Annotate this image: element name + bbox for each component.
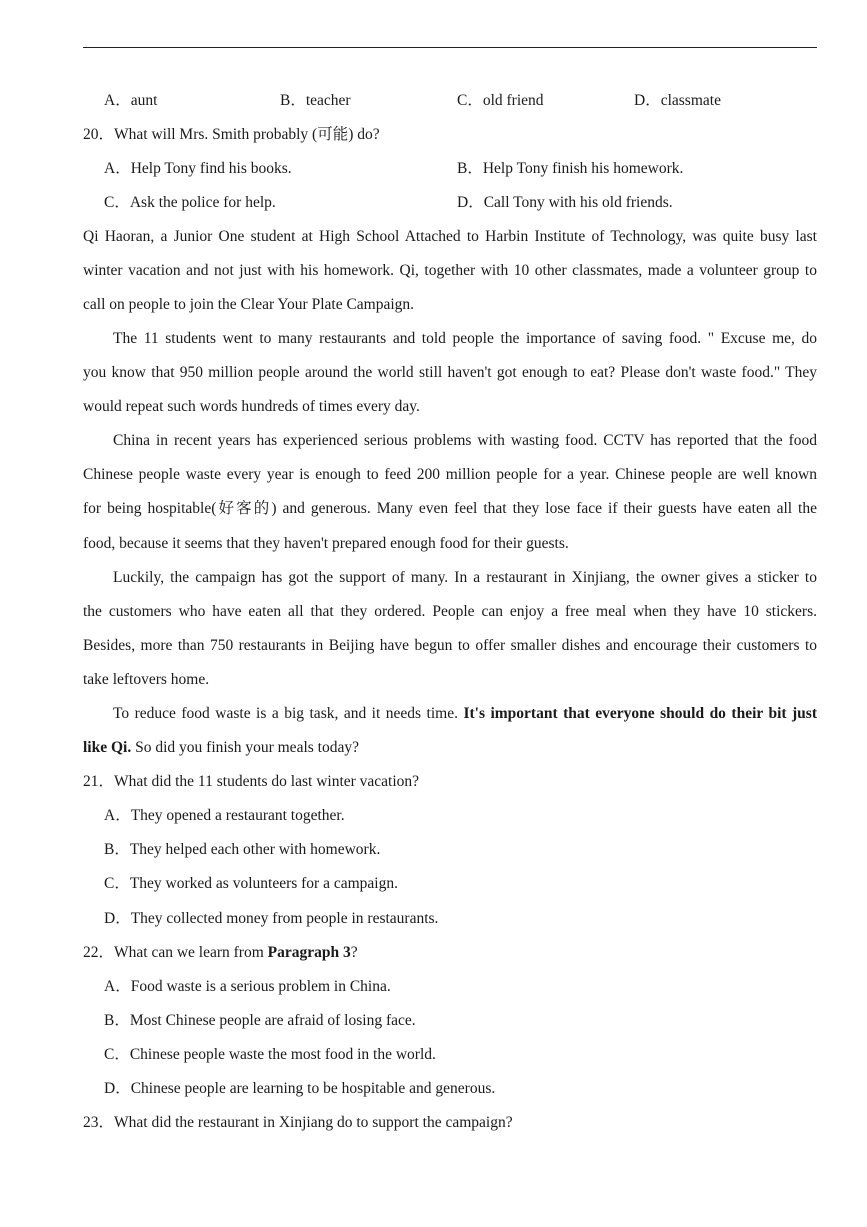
p5-plain-text: To reduce food waste is a big task, and it needs time. [113,705,464,722]
passage-p2-line1: The 11 students went to many restaurants and told people the importance of saving food. " Excuse me, do [113,330,817,347]
q22-option-a[interactable]: A．Food waste is a serious problem in China. [104,978,391,995]
q22-stem [83,943,817,963]
q20-option-b[interactable]: B．Help Tony finish his homework. [457,160,684,177]
q22-option-c[interactable]: C．Chinese people waste the most food in the world. [104,1046,436,1063]
q19-option-d[interactable]: D．classmate [634,92,721,109]
q21-option-d[interactable]: D．They collected money from people in restaurants. [104,910,439,927]
passage-p3-line1: China in recent years has experienced serious problems with wasting food. CCTV has reported that the food [113,432,817,449]
q20-stem: 20．What will Mrs. Smith probably (可能) do? [83,126,380,143]
passage-p5-line2 [83,738,817,758]
q21-option-a[interactable]: A．They opened a restaurant together. [104,807,345,824]
passage-p1-line3: call on people to join the Clear Your Plate Campaign. [83,296,415,313]
q22-option-d[interactable]: D．Chinese people are learning to be hospitable and generous. [104,1080,496,1097]
passage-p2-line2: you know that 950 million people around the world still haven't got enough to eat? Please don't waste food." They [83,364,817,381]
q23-stem: 23．What did the restaurant in Xinjiang do to support the campaign? [83,1114,513,1131]
header-rule [83,47,817,48]
q22-option-b[interactable]: B．Most Chinese people are afraid of losing face. [104,1012,416,1029]
p5-bold-end: like Qi. [83,739,132,756]
q22-stem-post: ? [350,944,358,961]
passage-p4-line4: take leftovers home. [83,671,210,688]
passage-p3-line4: food, because it seems that they haven't prepared enough food for their guests. [83,535,569,552]
q22-stem-bold: Paragraph 3 [267,944,351,961]
p5-bold-text: It's important that everyone should do their bit just [463,705,817,722]
passage-p5-line1 [113,704,817,724]
q19-option-c[interactable]: C．old friend [457,92,544,109]
passage-p4-line2: the customers who have eaten all that they ordered. People can enjoy a free meal when they have 10 stickers. [83,603,817,620]
passage-p4-line1: Luckily, the campaign has got the support of many. In a restaurant in Xinjiang, the owner gives a sticker to [113,569,817,586]
q22-stem-pre: 22．What can we learn from [83,944,268,961]
passage-p1-line2: winter vacation and not just with his homework. Qi, together with 10 other classmates, made a volunteer group to [83,262,817,279]
q20-option-a[interactable]: A．Help Tony find his books. [104,160,292,177]
q19-option-a[interactable]: A．aunt [104,92,158,109]
passage-p1-line1: Qi Haoran, a Junior One student at High School Attached to Harbin Institute of Technology, was quite busy last [83,228,817,245]
q21-option-b[interactable]: B．They helped each other with homework. [104,841,381,858]
passage-p3-line3: for being hospitable(好客的) and generous. Many even feel that they lose face if their guests have eaten all the [83,500,817,517]
passage-p3-line2: Chinese people waste every year is enough to feed 200 million people for a year. Chinese people are well known [83,466,817,483]
q20-option-c[interactable]: C．Ask the police for help. [104,194,276,211]
passage-p2-line3: would repeat such words hundreds of times every day. [83,398,420,415]
p5-plain-end: So did you finish your meals today? [131,739,359,756]
q19-option-b[interactable]: B．teacher [280,92,351,109]
q20-option-d[interactable]: D．Call Tony with his old friends. [457,194,673,211]
q21-option-c[interactable]: C．They worked as volunteers for a campaign. [104,875,398,892]
q21-stem: 21．What did the 11 students do last winter vacation? [83,773,420,790]
passage-p4-line3: Besides, more than 750 restaurants in Beijing have begun to offer smaller dishes and encourage their customers to [83,637,817,654]
